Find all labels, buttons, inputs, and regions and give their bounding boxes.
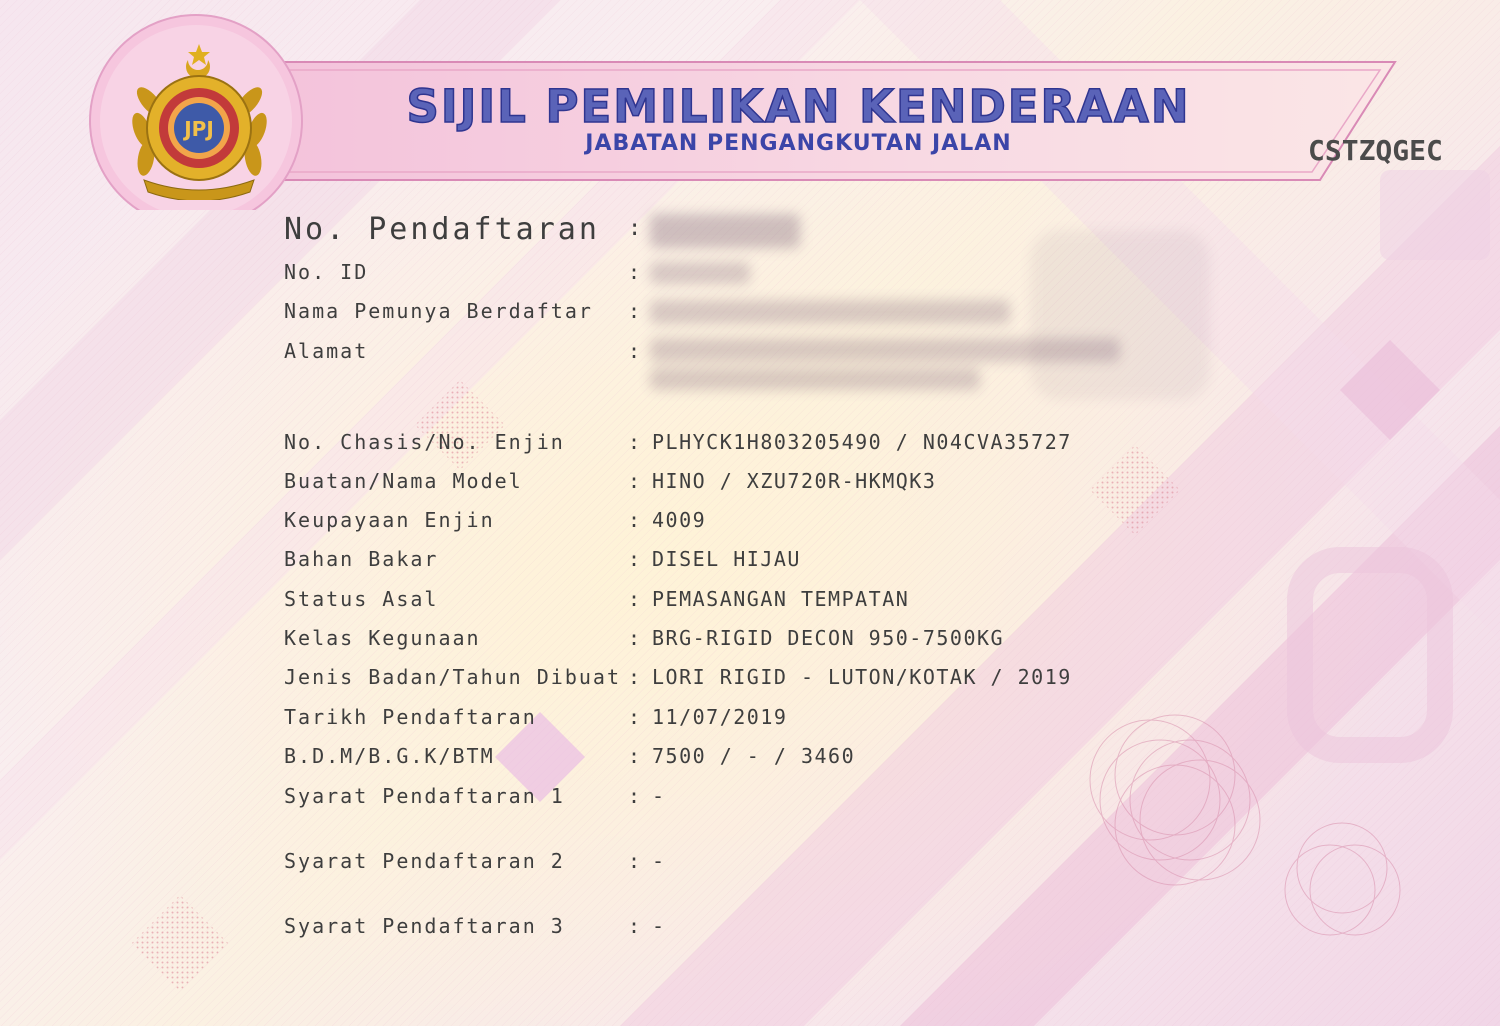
field-separator: :: [628, 547, 643, 571]
svg-text:JPJ: JPJ: [184, 117, 214, 141]
field-value: -: [652, 914, 666, 938]
field-value: 11/07/2019: [652, 705, 788, 729]
field-label: Syarat Pendaftaran 1: [284, 784, 565, 808]
jpj-crest-icon: [122, 40, 277, 200]
redacted-photo-area: [1030, 230, 1210, 400]
field-separator: :: [628, 665, 643, 689]
field-value: PEMASANGAN TEMPATAN: [652, 587, 910, 611]
document-title: SIJIL PEMILIKAN KENDERAAN: [406, 80, 1191, 133]
field-separator: :: [628, 705, 643, 729]
redacted-address-line-2: [650, 368, 980, 390]
field-label: No. ID: [284, 260, 369, 284]
serial-number: CSTZQGEC: [1308, 134, 1443, 167]
field-label: Syarat Pendaftaran 3: [284, 914, 565, 938]
field-value: BRG-RIGID DECON 950-7500KG: [652, 626, 1005, 650]
field-separator: :: [628, 339, 643, 363]
field-label: No. Chasis/No. Enjin: [284, 430, 565, 454]
field-value: LORI RIGID - LUTON/KOTAK / 2019: [652, 665, 1072, 689]
field-label: Keupayaan Enjin: [284, 508, 495, 532]
field-label: Nama Pemunya Berdaftar: [284, 299, 593, 323]
field-label: B.D.M/B.G.K/BTM: [284, 744, 495, 768]
field-label: Jenis Badan/Tahun Dibuat: [284, 665, 621, 689]
field-separator: :: [628, 744, 643, 768]
field-separator: :: [628, 849, 643, 873]
field-value: PLHYCK1H803205490 / N04CVA35727: [652, 430, 1072, 454]
field-value: -: [652, 784, 666, 808]
field-label: Buatan/Nama Model: [284, 469, 523, 493]
field-separator: :: [628, 587, 643, 611]
field-label: Bahan Bakar: [284, 547, 439, 571]
field-label: Alamat: [284, 339, 369, 363]
field-separator: :: [628, 784, 643, 808]
field-separator: :: [628, 430, 643, 454]
field-label: Kelas Kegunaan: [284, 626, 481, 650]
field-separator: :: [628, 626, 643, 650]
field-label: Status Asal: [284, 587, 439, 611]
document-subtitle: JABATAN PENGANGKUTAN JALAN: [585, 131, 1012, 156]
field-separator: :: [628, 299, 643, 323]
field-separator: :: [628, 216, 645, 241]
field-value: -: [652, 849, 666, 873]
redacted-owner-name: [650, 300, 1010, 324]
field-value: HINO / XZU720R-HKMQK3: [652, 469, 937, 493]
field-separator: :: [628, 469, 643, 493]
field-label: Syarat Pendaftaran 2: [284, 849, 565, 873]
field-value: 7500 / - / 3460: [652, 744, 856, 768]
field-value: DISEL HIJAU: [652, 547, 801, 571]
field-value: 4009: [652, 508, 707, 532]
field-label: No. Pendaftaran: [284, 212, 600, 247]
field-separator: :: [628, 260, 643, 284]
field-label: Tarikh Pendaftaran: [284, 705, 537, 729]
field-separator: :: [628, 508, 643, 532]
redacted-registration-number: [650, 214, 800, 248]
field-separator: :: [628, 914, 643, 938]
redacted-id-number: [650, 262, 750, 284]
